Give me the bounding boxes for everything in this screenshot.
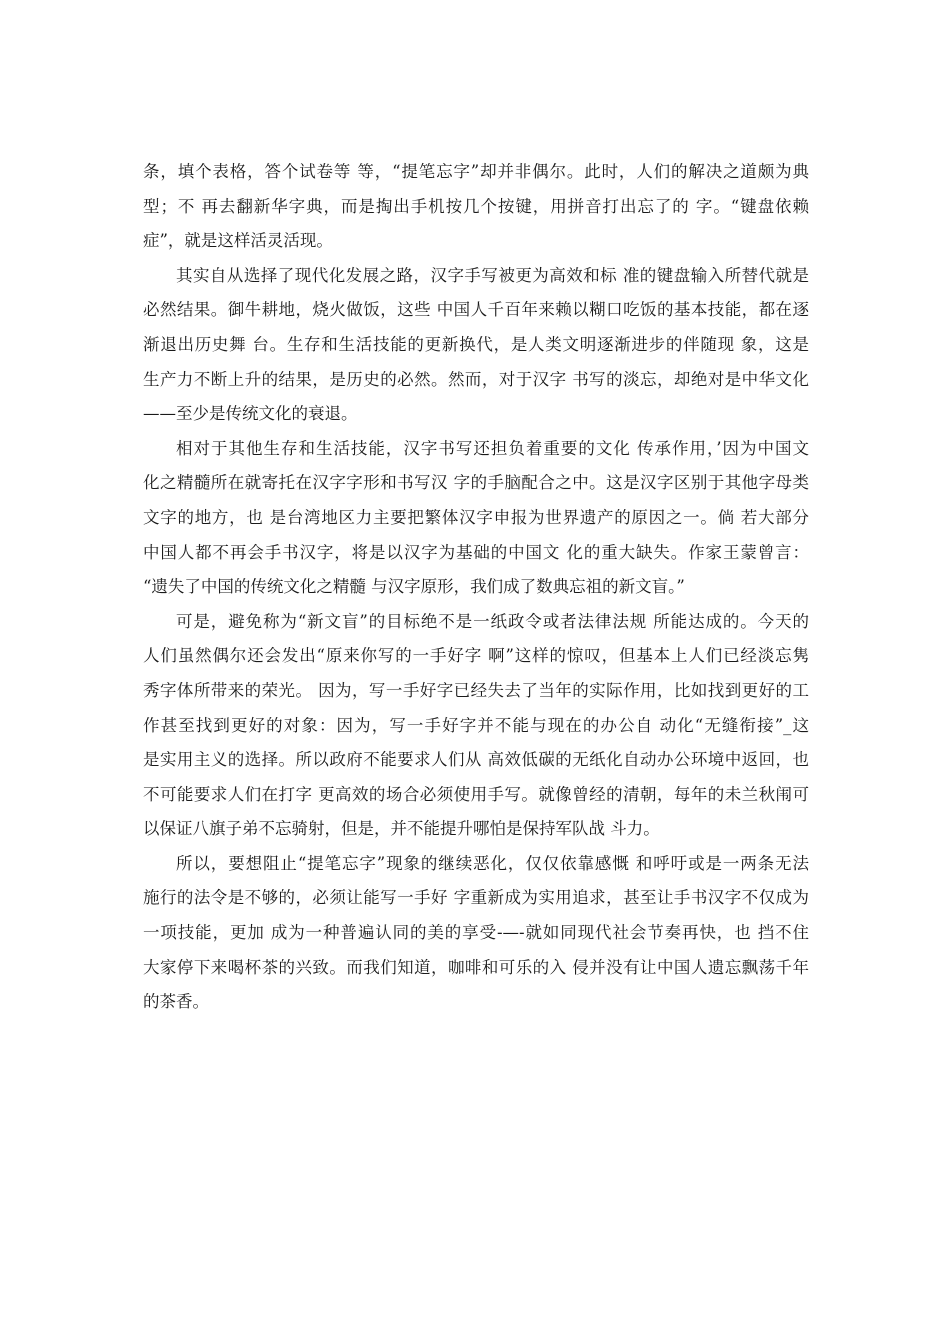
text-line: 文字的地方，也 是台湾地区力主要把繁体汉字申报为世界遗产的原因之一。倘 若大部分 [143, 507, 809, 527]
body-text [143, 155, 809, 1020]
text-line: ——至少是传统文化的衰退。 [143, 404, 358, 424]
text-line: 条，填个表格，答个试卷等 等，“提笔忘字”却并非偶尔。此时，人们的解决之道颇为典 [143, 162, 809, 181]
text-line: 是实用主义的选择。所以政府不能要求人们从 高效低碳的无纸化自动办公环境中返回，也 [143, 750, 809, 770]
text-line: 生产力不断上升的结果，是历史的必然。然而，对于汉字 书写的淡忘，却绝对是中华文化 [143, 369, 809, 389]
text-line: 可是，避免称为“新文盲”的目标绝不是一纸政令或者法律法规 所能达成的。今天的 [176, 611, 809, 631]
text-line: 所以，要想阻止“提笔忘字”现象的继续恶化，仅仅依靠感慨 和呼吁或是一两条无法 [176, 853, 809, 873]
text-line: 以保证八旗子弟不忘骑射，但是，并不能提升哪怕是保持军队战 斗力。 [143, 819, 660, 839]
text-line: 必然结果。御牛耕地，烧火做饭，这些 中国人千百年来赖以糊口吃饭的基本技能，都在逐 [143, 300, 809, 320]
text-line: 作甚至找到更好的对象：因为，写一手好字并不能与现在的办公自 动化“无缝衔接”_这 [143, 715, 809, 735]
text-line: 施行的法令是不够的，必须让能写一手好 字重新成为实用追求，甚至让手书汉字不仅成为 [143, 888, 809, 908]
text-line: 型；不 再去翻新华字典，而是掏出手机按几个按键，用拼音打出忘了的 字。“键盘依赖 [143, 196, 809, 216]
text-line: 的茶香。 [143, 992, 209, 1012]
text-line: 秀字体所带来的荣光。 因为，写一手好字已经失去了当年的实际作用，比如找到更好的工 [143, 680, 809, 700]
text-line: 一项技能，更加 成为一种普遍认同的美的享受-—-就如同现代社会节奏再快，也 挡不住 [143, 923, 809, 943]
text-line: 不可能要求人们在打字 更高效的场合必须使用手写。就像曾经的清朝，每年的未兰秋闱可 [143, 784, 809, 804]
text-line: 其实自从选择了现代化发展之路，汉字手写被更为高效和标 准的键盘输入所替代就是 [176, 265, 809, 285]
text-line: 渐退出历史舞 台。生存和生活技能的更新换代，是人类文明逐渐进步的伴随现 象，这是 [143, 334, 809, 354]
text-line: 大家停下来喝杯茶的兴致。而我们知道，咖啡和可乐的入 侵并没有让中国人遗忘飘荡千年 [143, 957, 809, 977]
text-line: 中国人都不再会手书汉字，将是以汉字为基础的中国文 化的重大缺失。作家王蒙曾言： [143, 542, 809, 562]
text-line: 症”，就是这样活灵活现。 [143, 231, 333, 251]
text-line: 人们虽然偶尔还会发出“原来你写的一手好字 啊”这样的惊叹，但基本上人们已经淡忘隽 [143, 646, 809, 666]
text-line: 化之精髓所在就寄托在汉字字形和书写汉 字的手脑配合之中。这是汉字区别于其他字母类 [143, 473, 809, 493]
text-line: “遗失了中国的传统文化之精髓 与汉字原形，我们成了数典忘祖的新文盲。” [143, 577, 685, 597]
text-line: 相对于其他生存和生活技能，汉字书写还担负着重要的文化 传承作用，’因为中国文 [176, 438, 809, 458]
